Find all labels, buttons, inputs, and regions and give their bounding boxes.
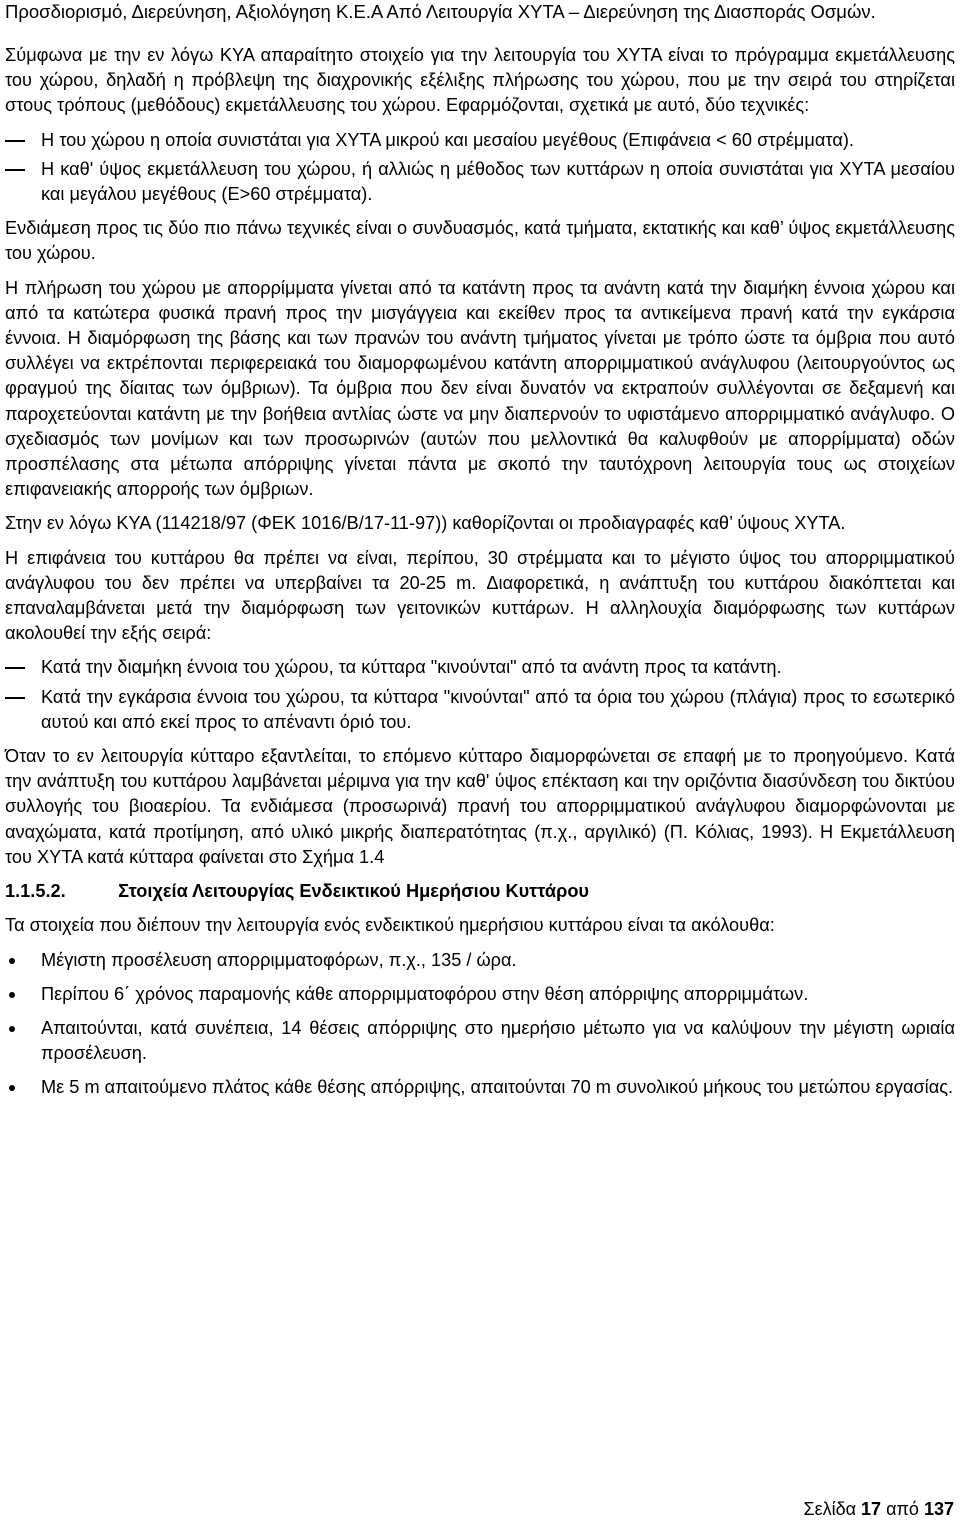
dash-marker: [5, 169, 25, 171]
list-item: [5, 948, 955, 973]
list-item: [5, 982, 955, 1007]
list-item-text: Απαιτούνται, κατά συνέπεια, 14 θέσεις απόρριψης στο ημερήσιο μέτωπο για να καλύψουν την μέγιστη ωριαία προσέλευση.: [41, 1017, 955, 1064]
list-item-text: Η καθ' ύψος εκμετάλλευση του χώρου, ή αλλιώς η μέθοδος των κυττάρων η οποία συνιστάται για ΧΥΤΑ μεσαίου και μεγάλου μεγέθους (Ε>60 στρέμματα).: [41, 158, 955, 205]
dash-list: [5, 128, 955, 208]
paragraph: Η πλήρωση του χώρου με απορρίμματα γίνεται από τα κατάντη προς τα ανάντη κατά την διαμήκη έννοια χώρου και από τα κατώτερα φυσικά πρανή προς την μισγάγγεια και εκείθεν προς τα αντικείμενα πρανή κατά την εγκάρσια έννοια. Η διαμόρφωση της βάσης και των πρανών του ανάντη τμήματος γίνεται με τρόπο ώστε τα όμβρια που αυτό συλλέγει να εκτρέπονται περιφερειακά του διαμορφωμένου κατάντη απορριμματικού ανάγλυφου (λειτουργούντος ως φραγμού της δίαιτας των όμβριων). Τα όμβρια που δεν είναι δυνατόν να εκτραπούν συλλέγονται σε δεξαμενή και παροχετεύονται κατάντη με την βοήθεια αντλίας ώστε να μην διαπερνούν το υφιστάμενο απορριμματικό ανάγλυφο. Ο σχεδιασμός των μονίμων και των προσωρινών (αυτών που μελλοντικά θα καλυφθούν με απορρίμματα) οδών προσπέλασης στα μέτωπα απόρριψης γίνεται πάντα με σκοπό την ταυτόχρονη λειτουργία τους ως στοιχείων επιφανειακής απορροής των όμβριων.: [5, 277, 955, 500]
list-item: [5, 157, 955, 207]
list-item-text: Κατά την διαμήκη έννοια του χώρου, τα κύτταρα "κινούνται" από τα ανάντη προς τα κατάντη.: [41, 657, 782, 678]
section-heading: [5, 879, 955, 904]
list-item-text: Μέγιστη προσέλευση απορριμματοφόρων, π.χ., 135 / ώρα.: [41, 949, 517, 970]
section-number: 1.1.5.2.: [5, 881, 66, 902]
list-item: [5, 1075, 955, 1100]
list-item-text: Κατά την εγκάρσια έννοια του χώρου, τα κύτταρα "κινούνται" από τα όρια του χώρου (πλάγια) προς το εσωτερικό αυτού και από εκεί προς το απέναντι όριό του.: [41, 686, 955, 732]
page-current: 17: [861, 1499, 882, 1519]
bullet-marker: [9, 1085, 15, 1091]
paragraph: Ενδιάμεση προς τις δύο πιο πάνω τεχνικές είναι ο συνδυασμός, κατά τμήματα, εκτατικής και καθ’ ύψος εκμετάλλευσης του χώρου.: [5, 218, 955, 264]
list-item: [5, 128, 955, 153]
paragraph: Τα στοιχεία που διέπουν την λειτουργία ενός ενδεικτικού ημερήσιου κυττάρου είναι τα ακόλουθα:: [5, 915, 775, 936]
list-item: [5, 1016, 955, 1066]
dash-list: [5, 655, 955, 735]
dash-marker: [5, 697, 25, 699]
running-header-title: Προσδιορισμό, Διερεύνηση, Αξιολόγηση Κ.Ε.Α Από Λειτουργία ΧΥΤΑ – Διερεύνηση της Διασποράς Οσμών.: [5, 1, 876, 22]
paragraph: Σύμφωνα με την εν λόγω ΚΥΑ απαραίτητο στοιχείο για την λειτουργία του ΧΥΤΑ είναι το πρόγραμμα εκμετάλλευσης του χώρου, δηλαδή η πρόβλεψη της διαχρονικής εξέλιξης πλήρωσης του χώρου, που με την σειρά του στηρίζεται στους τρόπους (μεθόδους) εκμετάλλευσης του χώρου. Εφαρμόζονται, σχετικά με αυτό, δύο τεχνικές:: [5, 45, 955, 116]
page-word: Σελίδα: [803, 1499, 857, 1519]
running-header: [5, 0, 955, 24]
list-item: [5, 685, 955, 735]
paragraph: Η επιφάνεια του κυττάρου θα πρέπει να είναι, περίπου, 30 στρέμματα και το μέγιστο ύψος του απορριμματικού ανάγλυφου του δεν πρέπει να υπερβαίνει τα 20-25 m. Διαφορετικά, η ανάπτυξη του κυττάρου διακόπτεται και επαναλαμβάνεται μετά την διαμόρφωση των γειτονικών κυττάρων. Η αλληλουχία διαμόρφωσης των κυττάρων ακολουθεί την εξής σειρά:: [5, 547, 955, 644]
bullet-marker: [9, 1026, 15, 1032]
list-item-text: Με 5 m απαιτούμενο πλάτος κάθε θέσης απόρριψης, απαιτούνται 70 m συνολικού μήκους του μετώπου εργασίας.: [41, 1077, 954, 1098]
dash-marker: [5, 667, 25, 669]
bullet-marker: [9, 958, 15, 964]
dash-marker: [5, 140, 25, 142]
bullet-marker: [9, 992, 15, 998]
paragraph: Όταν το εν λειτουργία κύτταρο εξαντλείται, το επόμενο κύτταρο διαμορφώνεται σε επαφή με το προηγούμενο. Κατά την ανάπτυξη του κυττάρου λαμβάνεται μέριμνα για την καθ' ύψος επέκταση και την οριζόντια διασύνδεση του δικτύου συλλογής του βιοαερίου. Τα ενδιάμεσα (προσωρινά) πρανή του απορριμματικού ανάγλυφου διαμορφώνονται με αναχώματα, κατά προτίμηση, από υλικό μικρής διαπερατότητας (π.χ., αργιλικό) (Π. Κόλιας, 1993). Η Εκμετάλλευση του ΧΥΤΑ κατά κύτταρα φαίνεται στο Σχήμα 1.4: [5, 746, 955, 867]
of-word: από: [886, 1499, 919, 1519]
page-total: 137: [923, 1499, 954, 1519]
list-item-text: Περίπου 6΄ χρόνος παραμονής κάθε απορριμματοφόρου στην θέση απόρριψης απορριμμάτων.: [41, 983, 809, 1004]
document-body: [5, 43, 955, 1110]
paragraph: Στην εν λόγω ΚΥΑ (114218/97 (ΦΕΚ 1016/Β/17-11-97)) καθορίζονται οι προδιαγραφές καθ’ ύψους ΧΥΤΑ.: [5, 513, 846, 534]
page-footer: [803, 1497, 954, 1521]
list-item: [5, 655, 955, 680]
section-title: Στοιχεία Λειτουργίας Ενδεικτικού Ημερήσιου Κυττάρου: [118, 881, 590, 902]
list-item-text: Η του χώρου η οποία συνιστάται για ΧΥΤΑ μικρού και μεσαίου μεγέθους (Επιφάνεια < 60 στρέμματα).: [41, 129, 854, 150]
bullet-list: [5, 948, 955, 1101]
